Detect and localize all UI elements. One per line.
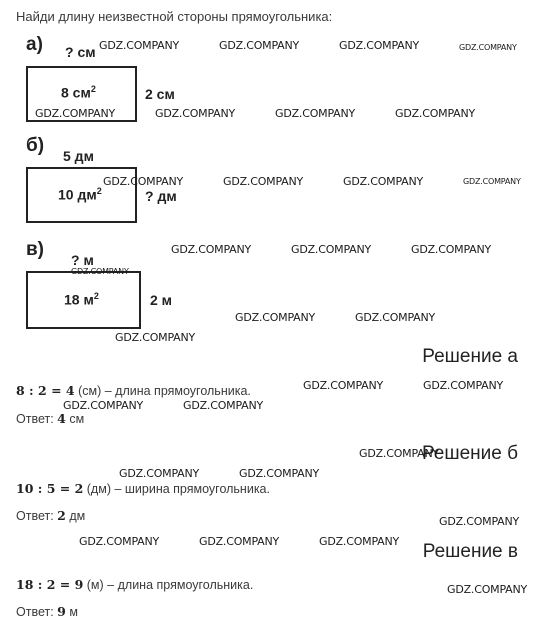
watermark: GDZ.COMPANY <box>359 447 440 460</box>
watermark: GDZ.COMPANY <box>303 379 384 392</box>
watermark: GDZ.COMPANY <box>339 39 420 52</box>
figure-letter: б) <box>26 135 45 156</box>
area-label: 18 $м^2$ <box>64 291 99 308</box>
solution-heading: Решение б <box>421 443 518 464</box>
watermark: GDZ.COMPANY <box>115 331 196 344</box>
task-text: Найди длину неизвестной стороны прямоугольника: <box>16 9 333 24</box>
figure-letter: а) <box>26 34 43 55</box>
watermark: GDZ.COMPANY <box>155 107 236 120</box>
answer-line: Ответ: 4 см <box>16 411 85 426</box>
solution-line: 8 : 2 = 4 (см) – длина прямоугольника. <box>16 383 251 398</box>
watermark: GDZ.COMPANY <box>223 175 304 188</box>
top-side-label: ? см <box>65 44 96 60</box>
watermark: GDZ.COMPANY <box>79 535 160 548</box>
answer-line: Ответ: 2 дм <box>16 508 86 523</box>
solution-line: 18 : 2 = 9 (м) – длина прямоугольника. <box>16 577 254 592</box>
watermark: GDZ.COMPANY <box>355 311 436 324</box>
watermark: GDZ.COMPANY <box>423 379 504 392</box>
right-side-label: 2 см <box>145 86 175 102</box>
top-side-label: 5 дм <box>63 148 94 164</box>
solution-heading: Решение а <box>422 346 518 367</box>
watermark: GDZ.COMPANY <box>275 107 356 120</box>
watermark: GDZ.COMPANY <box>103 175 184 188</box>
solution-line: 10 : 5 = 2 (дм) – ширина прямоугольника. <box>16 481 270 496</box>
watermark: GDZ.COMPANY <box>447 583 528 596</box>
watermark: GDZ.COMPANY <box>183 399 264 412</box>
right-side-label: 2 м <box>150 292 173 308</box>
watermark: GDZ.COMPANY <box>343 175 424 188</box>
watermark: GDZ.COMPANY <box>99 39 180 52</box>
figure-letter: в) <box>26 239 45 260</box>
watermark: GDZ.COMPANY <box>439 515 520 528</box>
watermark: GDZ.COMPANY <box>199 535 280 548</box>
solution-heading: Решение в <box>422 541 518 562</box>
watermark: GDZ.COMPANY <box>71 267 129 276</box>
area-label: 10 $дм^2$ <box>58 186 102 203</box>
watermark: GDZ.COMPANY <box>171 243 252 256</box>
watermark: GDZ.COMPANY <box>235 311 316 324</box>
area-label: 8 $см^2$ <box>61 84 96 101</box>
watermark: GDZ.COMPANY <box>63 399 144 412</box>
watermark: GDZ.COMPANY <box>291 243 372 256</box>
watermark: GDZ.COMPANY <box>35 107 116 120</box>
watermark: GDZ.COMPANY <box>219 39 300 52</box>
watermark: GDZ.COMPANY <box>411 243 492 256</box>
watermark: GDZ.COMPANY <box>463 177 521 186</box>
right-side-label: ? дм <box>145 188 177 204</box>
watermark: GDZ.COMPANY <box>319 535 400 548</box>
top-side-label: ? м <box>71 252 94 268</box>
watermark: GDZ.COMPANY <box>395 107 476 120</box>
watermark: GDZ.COMPANY <box>119 467 200 480</box>
watermark: GDZ.COMPANY <box>459 43 517 52</box>
watermark: GDZ.COMPANY <box>239 467 320 480</box>
answer-line: Ответ: 9 м <box>16 604 78 619</box>
